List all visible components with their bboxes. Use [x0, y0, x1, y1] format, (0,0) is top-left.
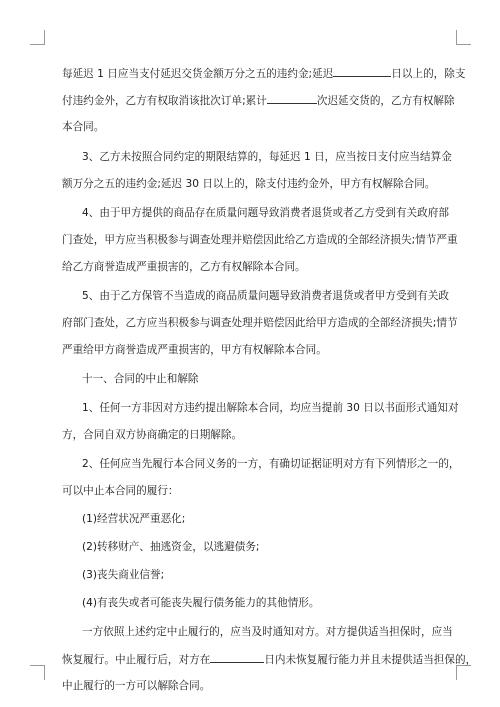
text-line [62, 679, 210, 693]
text-span: 额万分之五的违约金;延迟 30 日以上的，除支付违约金外，甲方有权解除合同。 [62, 178, 436, 190]
text-line [62, 428, 242, 442]
text-line [62, 177, 435, 191]
crop-mark-top-right [456, 30, 471, 45]
text-line [62, 484, 179, 498]
list-item [82, 540, 259, 554]
text-span: 1、任何一方非因对方违约提出解除本合同，均应当提前 30 日以书面形式通知对 [82, 402, 459, 414]
text-span: 给乙方商誉造成严重损害的，乙方有权解除本合同。 [62, 261, 306, 273]
text-span: 5、由于乙方保管不当造成的商品质量问题导致消费者退货或者甲方受到有关政 [82, 290, 449, 302]
text-line [62, 120, 104, 134]
text-span: 一方依照上述约定中止履行的，应当及时通知对方。对方提供适当担保时，应当 [82, 626, 453, 638]
text-line [82, 401, 459, 415]
fill-in-blank [210, 652, 264, 663]
text-line [62, 316, 458, 330]
text-line [82, 206, 449, 220]
text-span: (2)转移财产、抽逃资金，以逃避债务; [82, 541, 260, 553]
crop-mark-bottom-right [456, 665, 471, 680]
crop-mark-top-left [30, 30, 45, 45]
text-span: 严重给甲方商誉造成严重损害的，甲方有权解除本合同。 [62, 344, 327, 356]
text-line [82, 625, 453, 639]
crop-mark-bottom-left [30, 665, 45, 680]
text-span: 府部门查处，乙方应当积极参与调查处理并赔偿因此给甲方造成的全部经济损失;情节 [62, 317, 458, 329]
text-span: 可以中止本合同的履行： [62, 485, 179, 497]
section-heading [82, 372, 199, 386]
text-span: 门查处，甲方应当积极参与调查处理并赔偿因此给乙方造成的全部经济损失;情节严重 [62, 234, 458, 246]
text-span: (1)经营状况严重恶化; [82, 513, 186, 525]
text-span: 日内未恢复履行能力并且未提供适当担保的， [264, 654, 477, 666]
text-line [82, 150, 452, 164]
text-span: 每延迟 1 日应当支付延迟交货金额万分之五的违约金;延迟 [62, 68, 334, 80]
text-span: 4、由于甲方提供的商品存在质量问题导致消费者退货或者乙方受到有关政府部 [82, 207, 449, 219]
text-span: 付违约金外，乙方有权取消该批次订单;累计 [62, 95, 267, 107]
fill-in-blank [267, 93, 317, 104]
text-line [62, 343, 327, 357]
text-span: 日以上的，除支 [391, 68, 466, 80]
list-item [82, 568, 164, 582]
text-line [62, 233, 458, 247]
text-span: 恢复履行。中止履行后，对方在 [62, 654, 211, 666]
text-line [62, 260, 306, 274]
text-line [82, 457, 460, 471]
text-line [62, 93, 455, 108]
fill-in-blank [333, 66, 391, 77]
text-span: (3)丧失商业信誉; [82, 569, 165, 581]
text-span: 十一、合同的中止和解除 [82, 373, 199, 385]
text-span: 2、任何应当先履行本合同义务的一方，有确切证据证明对方有下列情形之一的， [82, 458, 460, 470]
text-span: 方，合同自双方协商确定的日期解除。 [62, 429, 243, 441]
text-span: 中止履行的一方可以解除合同。 [62, 680, 211, 692]
text-span: 3、乙方未按照合同约定的期限结算的，每延迟 1 日，应当按日支付应当结算金 [82, 151, 452, 163]
text-line [62, 652, 476, 667]
text-span: 本合同。 [62, 121, 105, 133]
text-line [82, 289, 449, 303]
text-span: 次迟延交货的，乙方有权解除 [316, 95, 455, 107]
text-span: (4)有丧失或者可能丧失履行债务能力的其他情形。 [82, 597, 320, 609]
list-item [82, 512, 185, 526]
list-item [82, 596, 319, 610]
text-line [62, 66, 465, 81]
